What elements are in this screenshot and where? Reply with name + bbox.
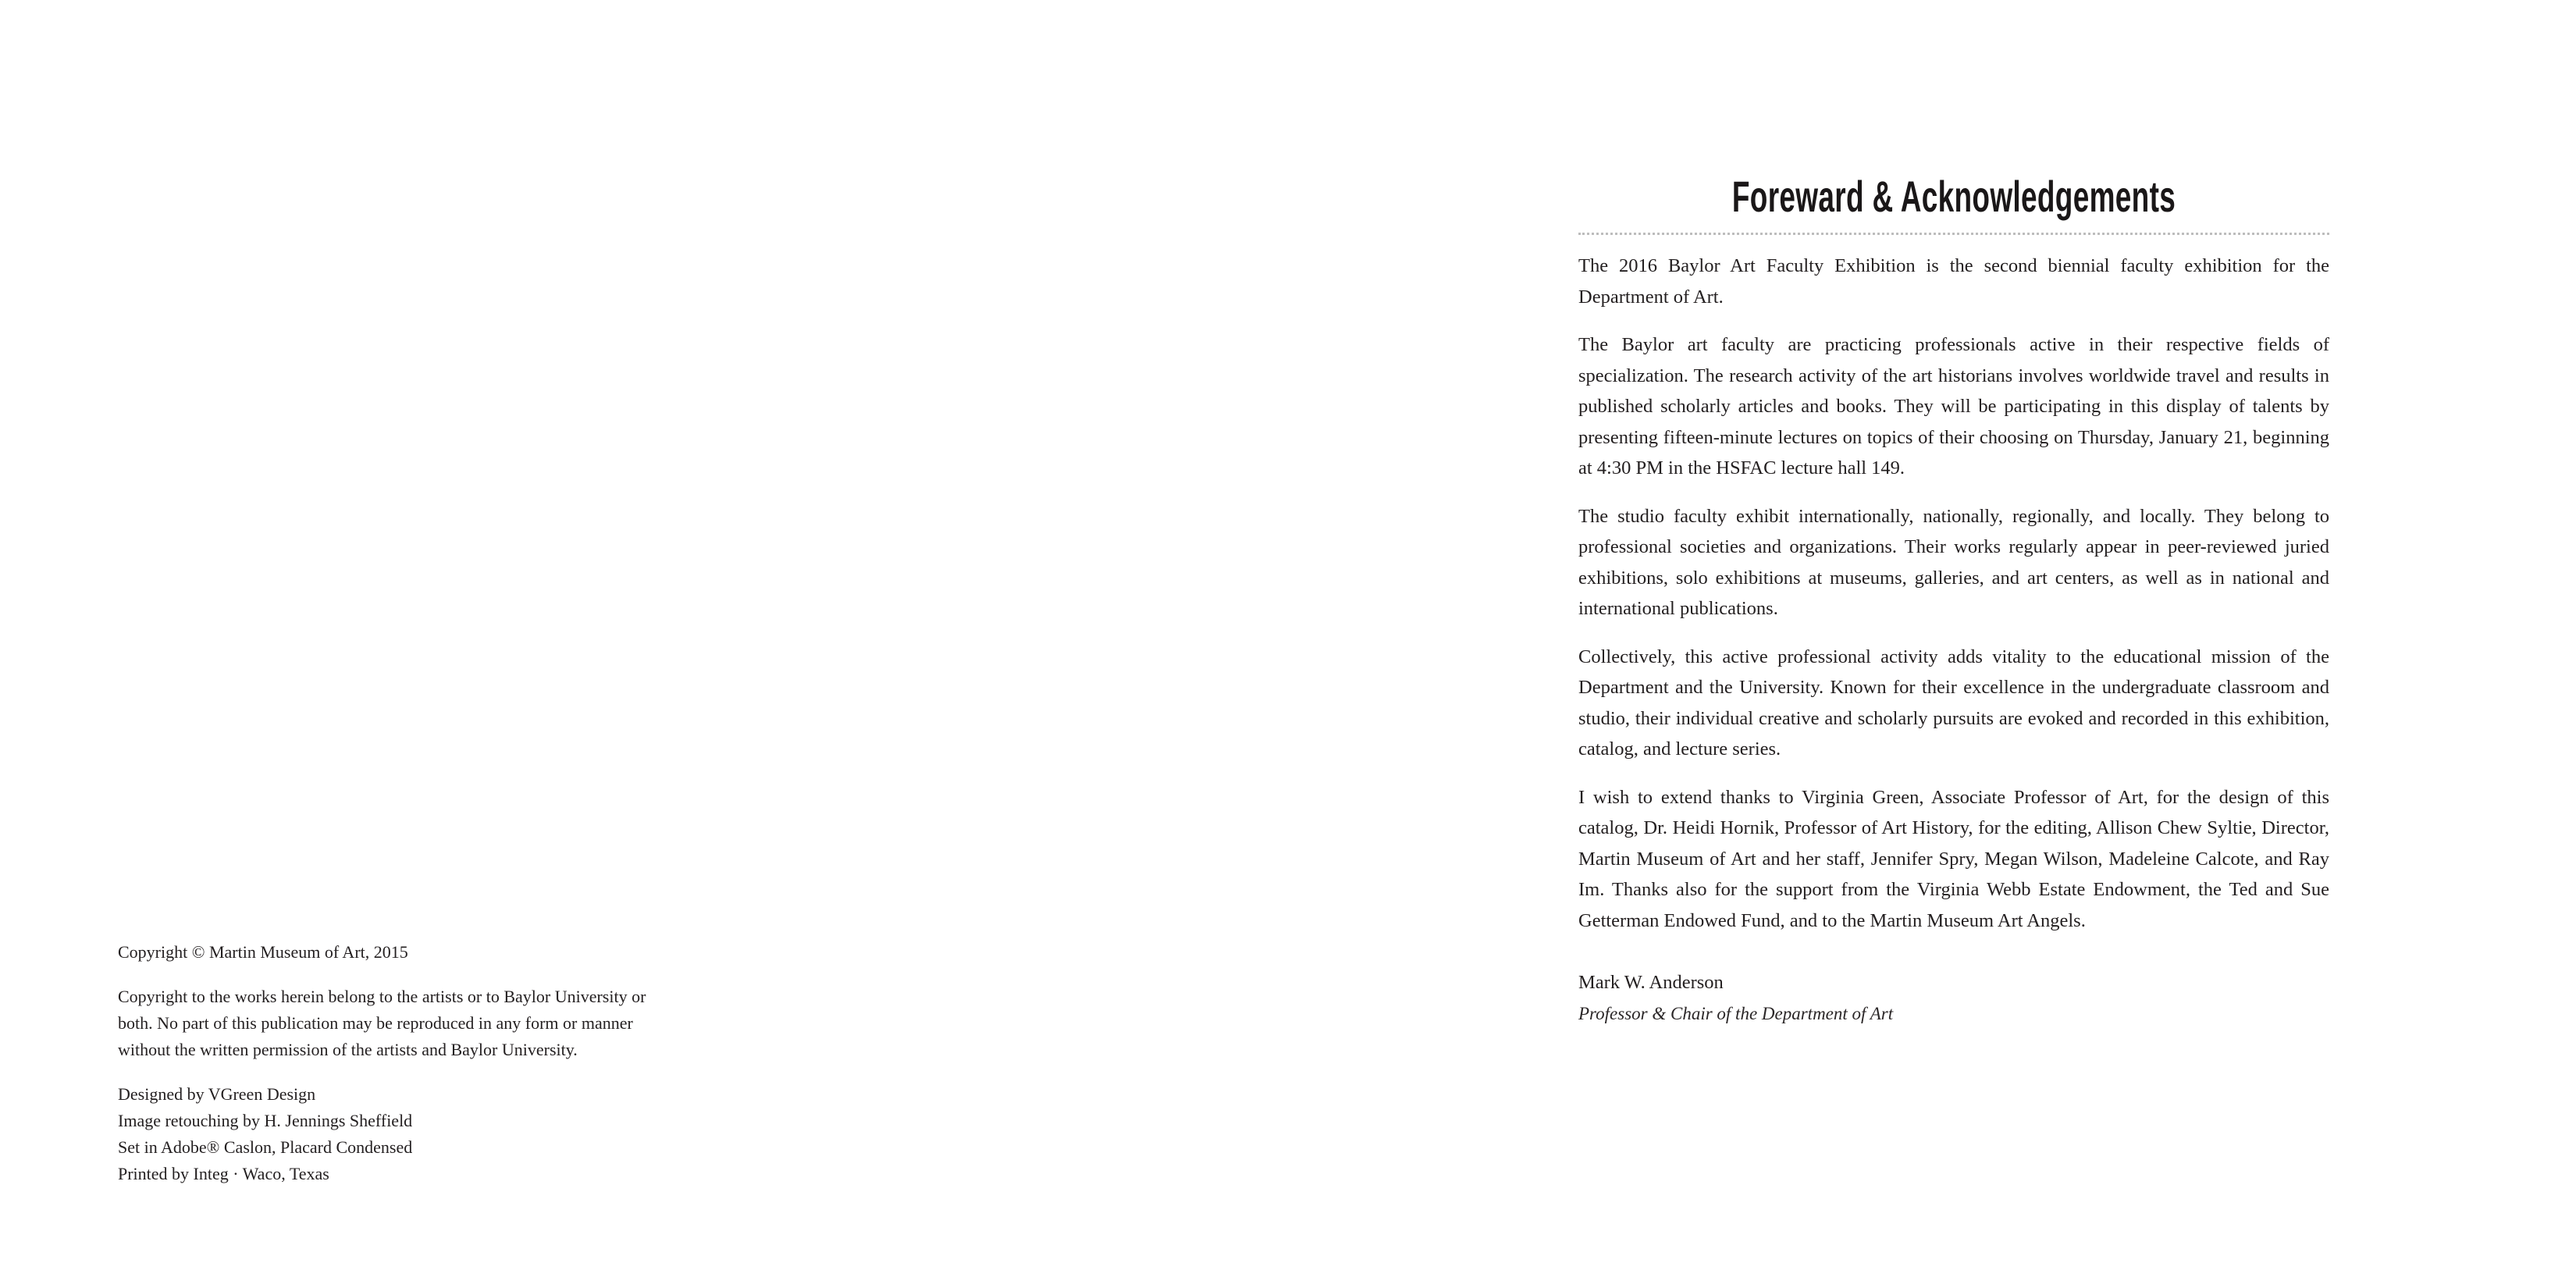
- credit-printer: Printed by Integ · Waco, Texas: [118, 1164, 329, 1183]
- foreword-body: [1578, 251, 2329, 936]
- colophon: [118, 939, 680, 1187]
- signature-title: Professor & Chair of the Department of Art: [1578, 1004, 1894, 1023]
- rights-line: without the written permission of the artists and Baylor University.: [118, 1040, 578, 1059]
- rights-line: Copyright to the works herein belong to the artists or to Baylor University or: [118, 987, 646, 1006]
- rights-line: both. No part of this publication may be reproduced in any form or manner: [118, 1013, 633, 1033]
- paragraph-mission: Collectively, this active professional activity adds vitality to the educational mission of the Department and the University. Known for their excellence in the undergraduate classroom and studio, their individual creative and scholarly pursuits are evoked and recorded in this exhibition, catalog, and lecture series.: [1578, 646, 2329, 760]
- rights-statement: [118, 984, 680, 1063]
- paragraph-intro: The 2016 Baylor Art Faculty Exhibition is the second biennial faculty exhibition for the Department of Art.: [1578, 255, 2329, 308]
- signature-block: [1578, 967, 2329, 1030]
- foreword-section: [1578, 165, 2329, 1030]
- copyright-notice: Copyright © Martin Museum of Art, 2015: [118, 942, 408, 962]
- credit-typeface: Set in Adobe® Caslon, Placard Condensed: [118, 1137, 413, 1157]
- production-credits: [118, 1081, 680, 1187]
- paragraph-faculty: The Baylor art faculty are practicing professionals active in their respective fields of specialization. The research activity of the art historians involves worldwide travel and results in published scholarly articles and books. They will be participating in this display of talents by presenting fifteen-minute lectures on topics of their choosing on Thursday, January 21, beginning at 4:30 PM in the HSFAC lecture hall 149.: [1578, 334, 2329, 479]
- credit-retouching: Image retouching by H. Jennings Sheffield: [118, 1111, 413, 1130]
- page-title: Foreward & Acknowledgements: [1731, 172, 2176, 221]
- paragraph-thanks: I wish to extend thanks to Virginia Green, Associate Professor of Art, for the design of this catalog, Dr. Heidi Hornik, Professor of Art History, for the editing, Allison Chew Syltie, Director, Martin Museum of Art and her staff, Jennifer Spry, Megan Wilson, Madeleine Calcote, and Ray Im. Thanks also for the support from the Virginia Webb Estate Endowment, the Ted and Sue Getterman Endowed Fund, and to the Martin Museum Art Angels.: [1578, 786, 2329, 931]
- paragraph-studio: The studio faculty exhibit internationally, nationally, regionally, and locally. They belong to professional societies and organizations. Their works regularly appear in peer-reviewed juried exhibitions, solo exhibitions at museums, galleries, and art centers, as well as in national and international publications.: [1578, 505, 2329, 619]
- signature-name: Mark W. Anderson: [1578, 972, 1724, 993]
- title-divider: [1578, 233, 2329, 235]
- credit-design: Designed by VGreen Design: [118, 1084, 316, 1104]
